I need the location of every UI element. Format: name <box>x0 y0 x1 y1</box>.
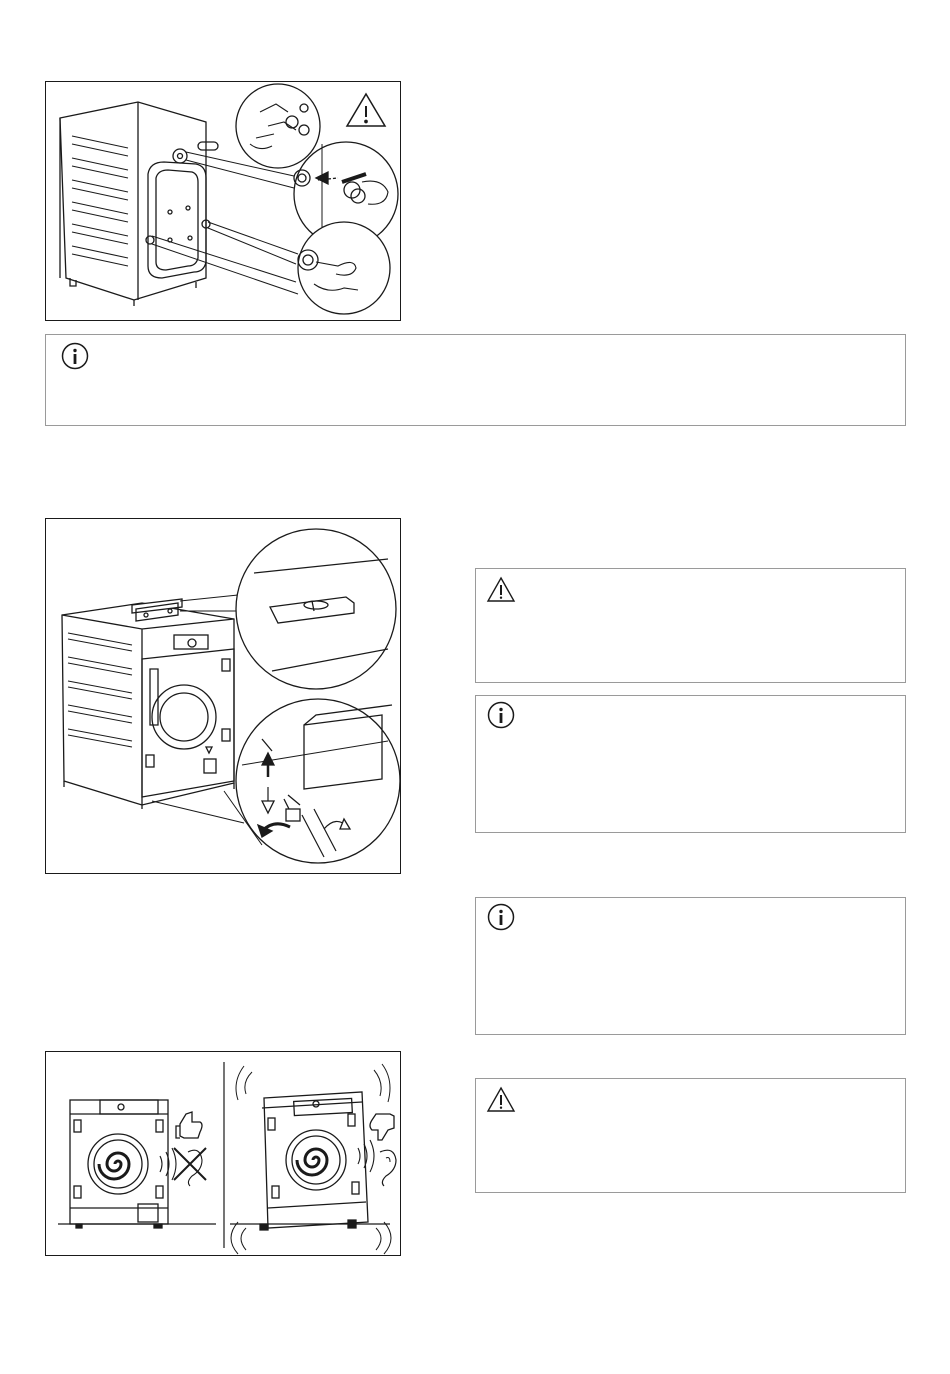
information-icon <box>486 902 516 932</box>
information-icon <box>486 700 516 730</box>
info-notice-1 <box>45 334 906 426</box>
figure-level-vs-unlevel <box>45 1051 401 1256</box>
warning-notice-1 <box>475 568 906 683</box>
info-notice-2 <box>475 695 906 833</box>
figure-remove-transit-bolts <box>45 81 401 321</box>
figure-level-appliance <box>45 518 401 874</box>
unlevel-machine <box>230 1064 396 1254</box>
level-machine <box>58 1100 216 1228</box>
warning-triangle-icon <box>486 1085 516 1115</box>
info-notice-3 <box>475 897 906 1035</box>
information-icon <box>60 341 90 371</box>
warning-triangle-icon <box>486 575 516 605</box>
warning-notice-2 <box>475 1078 906 1193</box>
